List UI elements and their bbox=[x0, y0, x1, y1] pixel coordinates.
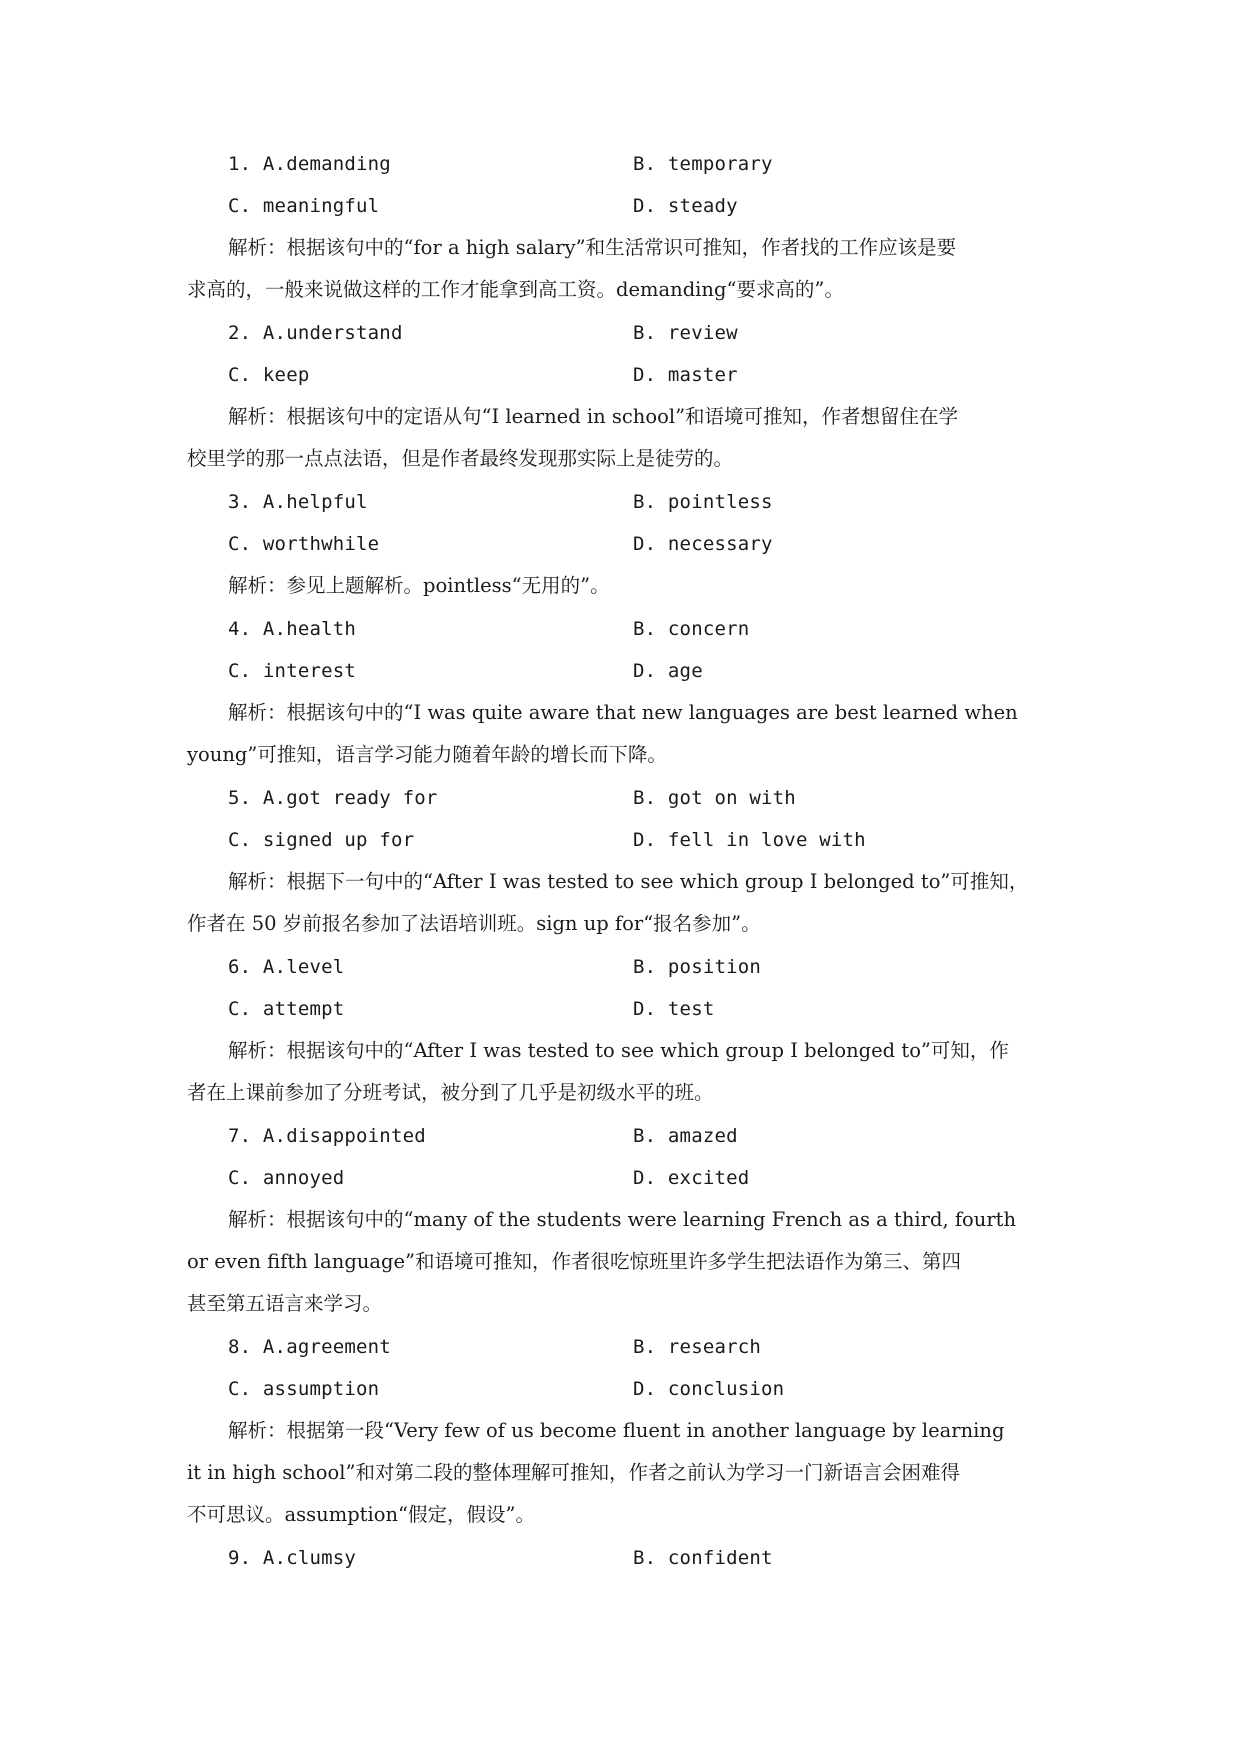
option-b: B. pointless bbox=[633, 491, 773, 513]
explanation-line: or even fifth language”和语境可推知，作者很吃惊班里许多学生把法语作为第三、第四 bbox=[187, 1250, 962, 1273]
option-a: 9. A.clumsy bbox=[228, 1547, 357, 1569]
option-c: C. worthwhile bbox=[228, 533, 380, 555]
option-c: C. meaningful bbox=[228, 195, 380, 217]
option-b: B. review bbox=[633, 322, 738, 344]
option-b: B. got on with bbox=[633, 787, 796, 809]
explanation-line: 解析：根据该句中的“After I was tested to see which group I belonged to”可知，作 bbox=[228, 1039, 1009, 1062]
option-a: 3. A.helpful bbox=[228, 491, 368, 513]
option-a: 2. A.understand bbox=[228, 322, 403, 344]
explanation-line: 解析：根据该句中的“many of the students were learning French as a third, fourth bbox=[228, 1208, 1017, 1231]
option-c: C. keep bbox=[228, 364, 310, 386]
explanation-line: 者在上课前参加了分班考试，被分到了几乎是初级水平的班。 bbox=[187, 1081, 714, 1104]
explanation-line: 解析：根据该句中的“I was quite aware that new languages are best learned when bbox=[228, 701, 1018, 724]
option-a: 5. A.got ready for bbox=[228, 787, 438, 809]
explanation-line: 解析：根据第一段“Very few of us become fluent in another language by learning bbox=[228, 1419, 1005, 1442]
explanation-line: it in high school”和对第二段的整体理解可推知，作者之前认为学习一门新语言会困难得 bbox=[187, 1461, 960, 1484]
option-d: D. age bbox=[633, 660, 703, 682]
explanation-line: 解析：根据下一句中的“After I was tested to see which group I belonged to”可推知， bbox=[228, 870, 1029, 893]
option-d: D. excited bbox=[633, 1167, 750, 1189]
option-a: 8. A.agreement bbox=[228, 1336, 391, 1358]
option-b: B. amazed bbox=[633, 1125, 738, 1147]
option-c: C. attempt bbox=[228, 998, 345, 1020]
explanation-line: 解析：根据该句中的“for a high salary”和生活常识可推知，作者找的工作应该是要 bbox=[228, 236, 957, 259]
option-c: C. signed up for bbox=[228, 829, 415, 851]
option-c: C. assumption bbox=[228, 1378, 380, 1400]
option-a: 4. A.health bbox=[228, 618, 357, 640]
option-b: B. position bbox=[633, 956, 762, 978]
explanation-line: young”可推知，语言学习能力随着年龄的增长而下降。 bbox=[187, 743, 667, 766]
explanation-line: 求高的，一般来说做这样的工作才能拿到高工资。demanding“要求高的”。 bbox=[187, 278, 844, 301]
option-b: B. concern bbox=[633, 618, 750, 640]
option-d: D. necessary bbox=[633, 533, 773, 555]
explanation-line: 解析：参见上题解析。pointless“无用的”。 bbox=[228, 574, 610, 597]
option-b: B. temporary bbox=[633, 153, 773, 175]
explanation-line: 不可思议。assumption“假定，假设”。 bbox=[187, 1503, 535, 1526]
option-c: C. annoyed bbox=[228, 1167, 345, 1189]
option-b: B. research bbox=[633, 1336, 762, 1358]
option-a: 1. A.demanding bbox=[228, 153, 391, 175]
option-d: D. fell in love with bbox=[633, 829, 866, 851]
option-a: 6. A.level bbox=[228, 956, 345, 978]
explanation-line: 校里学的那一点点法语，但是作者最终发现那实际上是徒劳的。 bbox=[187, 447, 734, 470]
explanation-line: 甚至第五语言来学习。 bbox=[187, 1292, 383, 1315]
explanation-line: 解析：根据该句中的定语从句“I learned in school”和语境可推知，作者想留住在学 bbox=[228, 405, 959, 428]
option-b: B. confident bbox=[633, 1547, 773, 1569]
option-d: D. conclusion bbox=[633, 1378, 785, 1400]
option-c: C. interest bbox=[228, 660, 357, 682]
option-d: D. steady bbox=[633, 195, 738, 217]
option-a: 7. A.disappointed bbox=[228, 1125, 426, 1147]
option-d: D. master bbox=[633, 364, 738, 386]
explanation-line: 作者在 50 岁前报名参加了法语培训班。sign up for“报名参加”。 bbox=[187, 912, 761, 935]
option-d: D. test bbox=[633, 998, 715, 1020]
